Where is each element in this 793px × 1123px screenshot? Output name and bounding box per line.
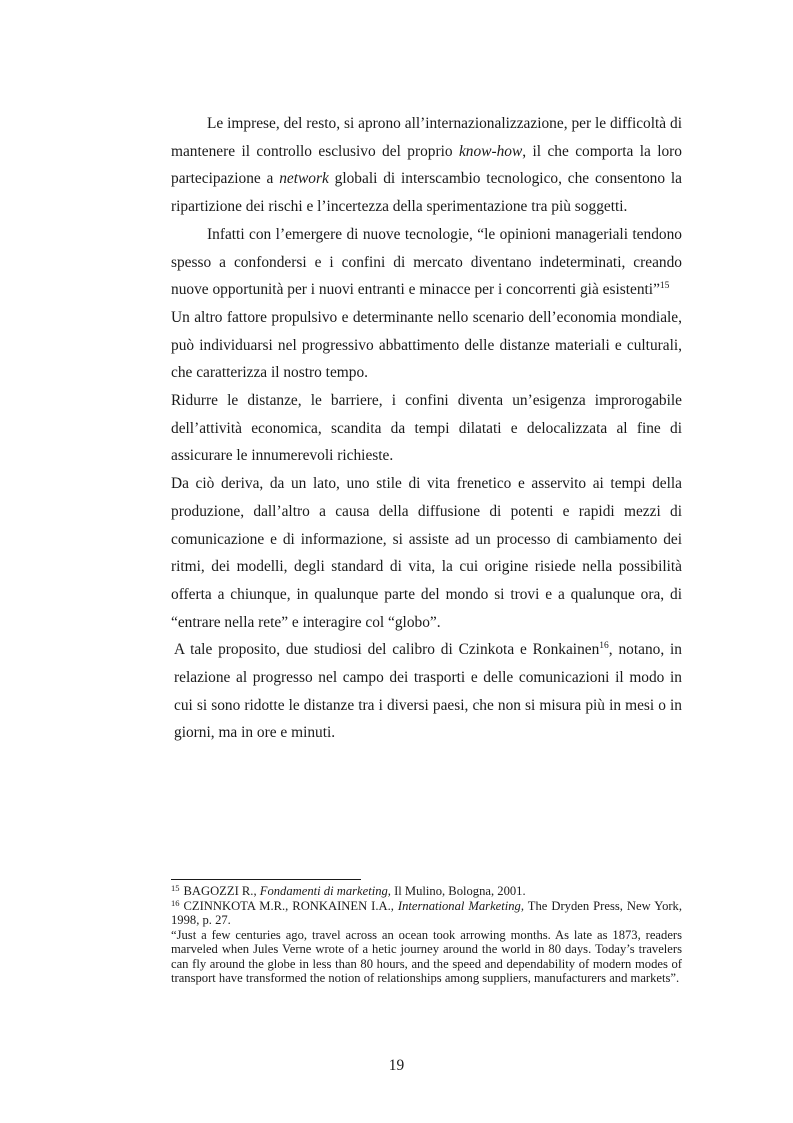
footnote-15-author: BAGOZZI R., <box>183 884 260 898</box>
paragraph-2 <box>171 221 682 304</box>
paragraph-6-text-b: , notano, in relazione al progresso nel campo dei trasporti e delle comunicazioni il modo in cui si sono ridotte le distanze tra i diversi paesi, che non si misura più in mesi o in giorni, ma in ore e minuti. <box>174 641 682 742</box>
footnote-15 <box>171 884 682 899</box>
paragraph-5: Da ciò deriva, da un lato, uno stile di vita frenetico e asservito ai tempi della produzione, dall’altro a causa della diffusione di potenti e rapidi mezzi di comunicazione e di informazione, si assiste ad un processo di cambiamento dei ritmi, dei modelli, degli standard di vita, la cui origine risiede nella possibilità offerta a chiunque, in qualunque parte del mondo si trovi e a qualunque ora, di “entrare nella rete” e interagire col “globo”. <box>171 475 682 631</box>
footnote-16-publisher: The Dryden Press, New York, 1998, p. 27. <box>171 898 683 927</box>
page-number: 19 <box>388 1057 405 1074</box>
body-text <box>171 110 682 747</box>
footnotes <box>171 884 682 986</box>
footnote-16-quote: “Just a few centuries ago, travel across an ocean took arrowing months. As late as 1873, readers marveled when Jules Verne wrote of a hetic journey around the world in 80 days. Today’s travelers can fly around the globe in less than 80 hours, and the speed and dependability of modern modes of transport have transformed the notion of relationships among suppliers, manufacturers and markets”. <box>171 927 682 985</box>
footnote-divider <box>171 879 361 880</box>
footnote-16-number: 16 <box>171 897 180 908</box>
paragraph-1-text-b: , il che comporta la loro partecipazione a <box>171 142 682 188</box>
term-network: network <box>279 170 329 188</box>
footnote-ref-16: 16 <box>599 641 609 652</box>
paragraph-1-text-a: Le imprese, del resto, si aprono all’internazionalizzazione, per le difficoltà di mantenere il controllo esclusivo del proprio <box>171 115 682 160</box>
paragraph-1 <box>171 110 682 221</box>
footnote-15-number: 15 <box>171 883 180 893</box>
paragraph-2-text: Infatti con l’emergere di nuove tecnologie, “le opinioni manageriali tendono spesso a confondersi e i confini di mercato diventano indeterminati, creando nuove opportunità per i nuovi entranti e minacce per i concorrenti già esistenti” <box>171 225 682 299</box>
paragraph-6 <box>171 636 682 747</box>
footnote-15-publisher: Il Mulino, Bologna, 2001. <box>390 884 526 898</box>
term-know-how: know-how <box>458 142 523 160</box>
paragraph-1-text-c: globali di interscambio tecnologico, che consentono la ripartizione dei rischi e l’incertezza della sperimentazione tra più soggetti. <box>171 170 682 216</box>
footnote-ref-15: 15 <box>659 281 670 292</box>
paragraph-3: Un altro fattore propulsivo e determinante nello scenario dell’economia mondiale, può individuarsi nel progressivo abbattimento delle distanze materiali e culturali, che caratterizza il nostro tempo. <box>171 308 682 382</box>
footnote-16 <box>171 899 682 928</box>
footnote-15-title: Fondamenti di marketing, <box>259 884 391 898</box>
footnote-16-author: CZINNKOTA M.R., RONKAINEN I.A., <box>183 898 398 913</box>
paragraph-4: Ridurre le distanze, le barriere, i confini diventa un’esigenza improrogabile dell’attività economica, scandita da tempi dilatati e delocalizzata al fine di assicurare le innumerevoli richieste. <box>171 392 682 465</box>
paragraph-6-text-a: A tale proposito, due studiosi del calibro di Czinkota e Ronkainen <box>174 641 600 659</box>
footnote-16-title: International Marketing, <box>397 898 525 913</box>
